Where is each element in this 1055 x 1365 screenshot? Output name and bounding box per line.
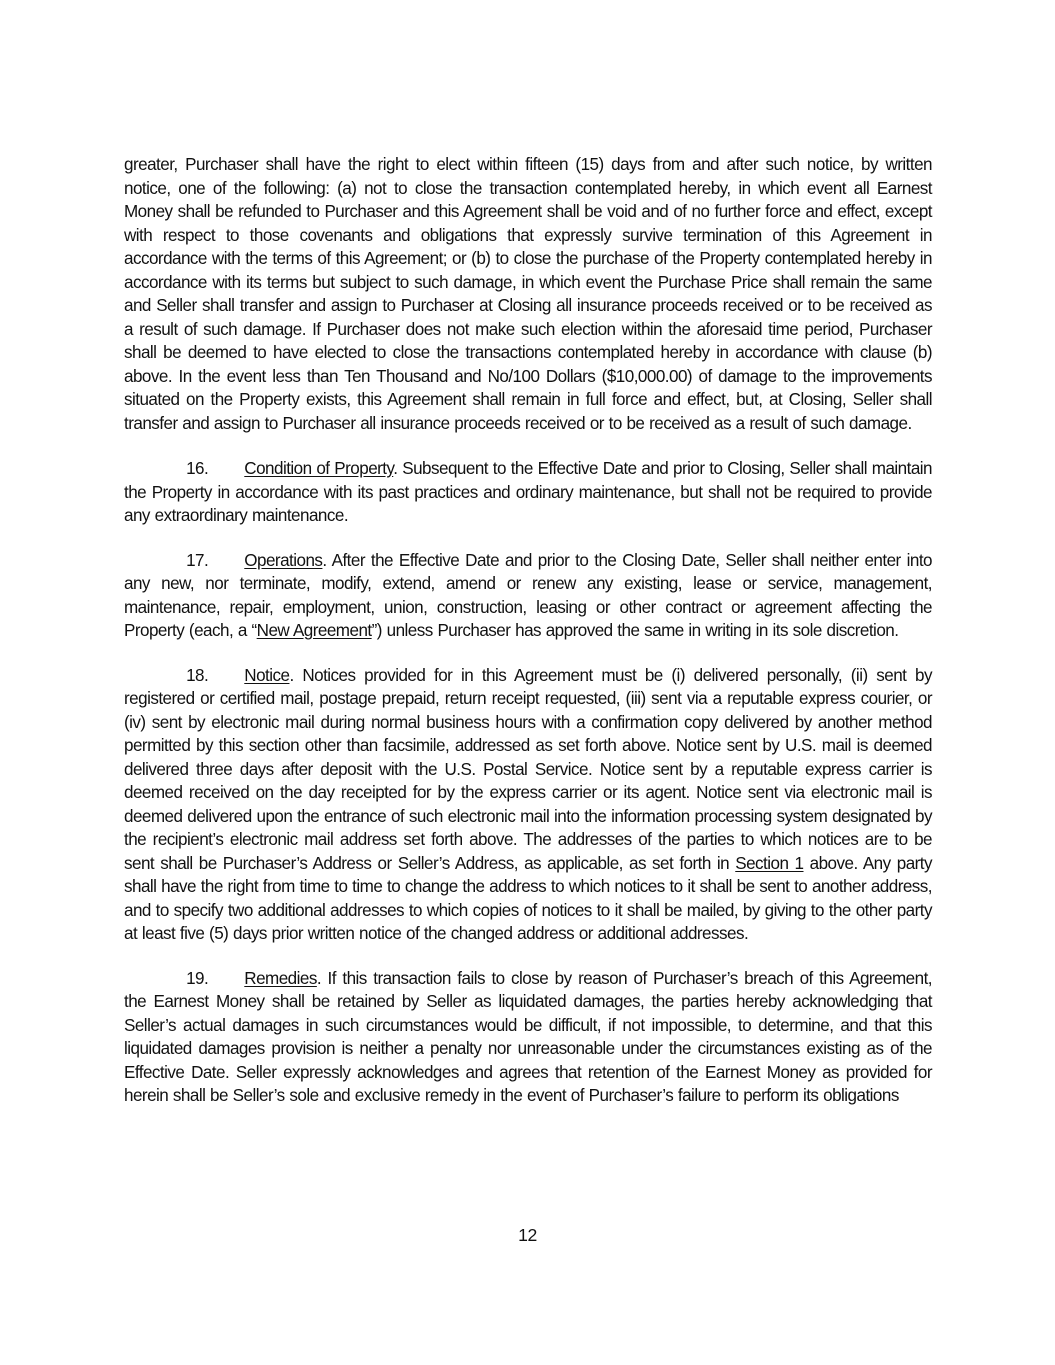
defined-term: New Agreement bbox=[256, 620, 372, 640]
page-number: 12 bbox=[518, 1225, 537, 1245]
section-heading: Notice bbox=[244, 664, 290, 685]
section-16-condition-of-property bbox=[124, 457, 932, 528]
document-page bbox=[124, 153, 932, 1129]
section-body: . Notices provided for in this Agreement must be (i) delivered personally, (ii) sent by registered or certified mail, postage prepaid, return receipt requested, (iii) sent via a reputable express courier, or (iv) sent by electronic mail during normal business hours with a confirmation copy delivered by another method permitted by this section other than facsimile, addressed as set forth above. Notice sent by U.S. mail is deemed delivered three days after deposit with the U.S. Postal Service. Notice sent by a reputable express carrier is deemed received on the day receipted for by the express carrier or its agent. Notice sent via electronic mail is deemed delivered upon the entrance of such electronic mail into the information processing system designated by the recipient’s electronic mail address set forth above. The addresses of the parties to which notices are to be sent shall be Purchaser’s Address or Seller’s Address, as applicable, as set forth in bbox=[124, 664, 933, 873]
section-heading: Operations bbox=[244, 549, 323, 570]
section-number: 19. bbox=[186, 967, 209, 988]
section-body: . Subsequent to the Effective Date and prior to Closing, Seller shall maintain the Property in accordance with its past practices and ordinary maintenance, but shall not be required to provide any extraordinary maintenance. bbox=[124, 458, 933, 525]
section-number: 17. bbox=[186, 549, 209, 570]
section-body-continued: above. Any party shall have the right from time to time to change the address to which notices to it shall be sent to another address, and to specify two additional addresses to which copies of notices to it shall be mailed, by giving to the other party at least five (5) days prior written notice of the changed address or additional addresses. bbox=[124, 852, 933, 943]
section-17-operations bbox=[124, 549, 932, 643]
section-number: 16. bbox=[186, 458, 209, 478]
section-reference: Section 1 bbox=[735, 852, 804, 873]
continuation-paragraph: greater, Purchaser shall have the right to elect within fifteen (15) days from and after such notice, by written notice, one of the following: (a) not to close the transaction contemplated hereby, in which event all Earnest Money shall be refunded to Purchaser and this Agreement shall be void and of no further force and effect, except with respect to those covenants and obligations that expressly survive termination of this Agreement in accordance with the terms of this Agreement; or (b) to close the purchase of the Property contemplated hereby in accordance with its terms but subject to such damage, in which event the Purchase Price shall remain the same and Seller shall transfer and assign to Purchaser at Closing all insurance proceeds received or to be received as a result of such damage. If Purchaser does not make such election within the aforesaid time period, Purchaser shall be deemed to have elected to close the transactions contemplated hereby in accordance with clause (b) above. In the event less than Ten Thousand and No/100 Dollars ($10,000.00) of damage to the improvements situated on the Property exists, this Agreement shall remain in full force and effect, but, at Closing, Seller shall transfer and assign to Purchaser all insurance proceeds received or to be received as a result of such damage. bbox=[124, 154, 933, 433]
section-19-remedies bbox=[124, 967, 932, 1108]
section-body-continued: ”) unless Purchaser has approved the same in writing in its sole discretion. bbox=[371, 620, 899, 640]
section-body: . After the Effective Date and prior to the Closing Date, Seller shall neither enter into any new, nor terminate, modify, extend, amend or renew any existing, lease or service, management, maintenance, repair, employment, union, construction, leasing or other contract or agreement affecting the Property (each, a “ bbox=[124, 549, 933, 640]
section-18-notice bbox=[124, 664, 932, 946]
section-heading: Remedies bbox=[244, 967, 317, 988]
section-number: 18. bbox=[186, 664, 209, 685]
section-body: . If this transaction fails to close by reason of Purchaser’s breach of this Agreement, the Earnest Money shall be retained by Seller as liquidated damages, the parties hereby acknowledging that Seller’s actual damages in such circumstances would be difficult, if not impossible, to determine, and that this liquidated damages provision is neither a penalty nor unreasonable under the circumstances existing as of the Effective Date. Seller expressly acknowledges and agrees that retention of the Earnest Money as provided for herein shall be Seller’s sole and exclusive remedy in the event of Purchaser’s failure to perform its obligations bbox=[124, 967, 933, 1105]
section-heading: Condition of Property bbox=[244, 458, 394, 478]
